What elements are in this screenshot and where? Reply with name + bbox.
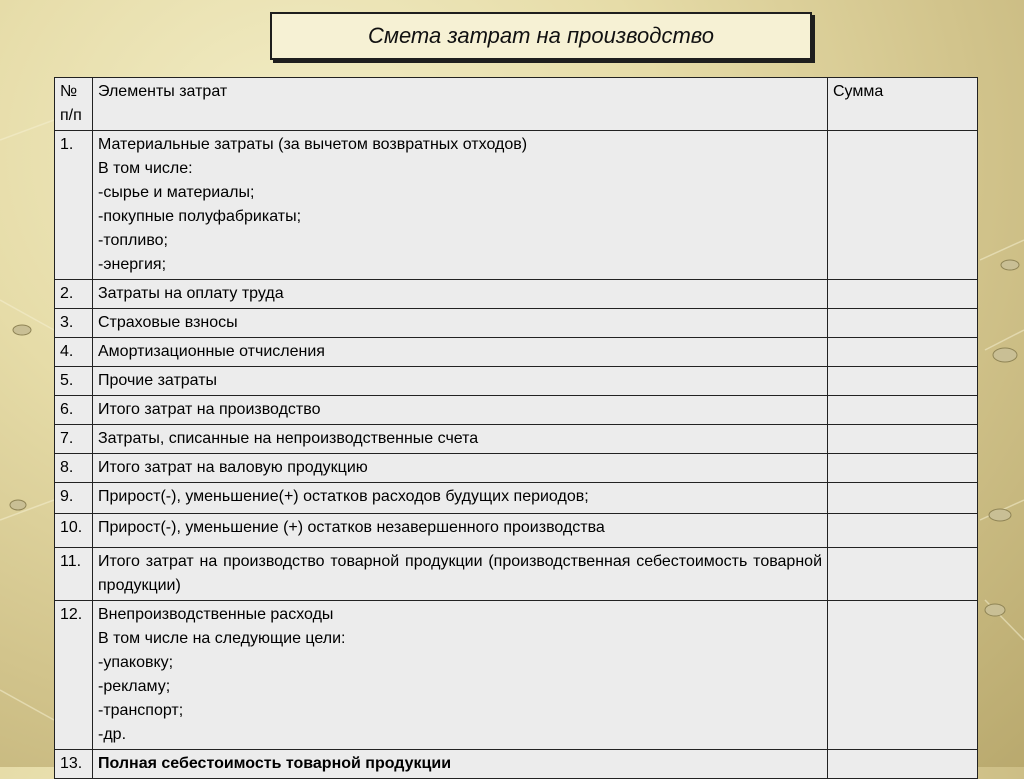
row-number: 10. <box>55 514 93 548</box>
row-element-line: -упаковку; <box>98 654 174 671</box>
table-row <box>55 338 978 367</box>
row-sum[interactable] <box>828 367 978 396</box>
row-element <box>93 367 828 396</box>
row-element-line: Страховые взносы <box>98 314 238 331</box>
page-title: Смета затрат на производство <box>367 23 715 48</box>
row-number: 13. <box>55 750 93 779</box>
row-number: 9. <box>55 483 93 514</box>
header-num: № п/п <box>55 78 93 131</box>
row-sum[interactable] <box>828 309 978 338</box>
row-element-line: Затраты, списанные на непроизводственные счета <box>98 430 479 447</box>
table-header-row <box>55 78 978 131</box>
row-sum[interactable] <box>828 750 978 779</box>
row-element-line: Прирост(-), уменьшение(+) остатков расходов будущих периодов; <box>98 488 589 505</box>
row-number: 6. <box>55 396 93 425</box>
row-element-line: Прирост(-), уменьшение (+) остатков незавершенного производства <box>98 519 605 536</box>
row-number: 5. <box>55 367 93 396</box>
row-element-line: -др. <box>98 726 127 743</box>
row-element-line: -топливо; <box>98 232 168 249</box>
row-number: 8. <box>55 454 93 483</box>
table-row <box>55 483 978 514</box>
row-element <box>93 131 828 280</box>
row-sum[interactable] <box>828 280 978 309</box>
row-sum[interactable] <box>828 396 978 425</box>
row-element <box>93 454 828 483</box>
row-element <box>93 514 828 548</box>
row-sum[interactable] <box>828 338 978 367</box>
header-elements: Элементы затрат <box>93 78 828 131</box>
row-element-line: Затраты на оплату труда <box>98 285 284 302</box>
row-element <box>93 280 828 309</box>
row-number: 2. <box>55 280 93 309</box>
row-element-line: В том числе на следующие цели: <box>98 630 346 647</box>
row-number: 3. <box>55 309 93 338</box>
row-sum[interactable] <box>828 425 978 454</box>
table-row <box>55 750 978 779</box>
row-element <box>93 548 828 601</box>
header-sum: Сумма <box>828 78 978 131</box>
row-element <box>93 396 828 425</box>
row-element-line: -покупные полуфабрикаты; <box>98 208 302 225</box>
row-element <box>93 750 828 779</box>
row-number: 11. <box>55 548 93 601</box>
row-element-line: Итого затрат на производство товарной продукции (производственная себестоимость товарной продукции) <box>98 553 822 594</box>
row-element-line: Итого затрат на валовую продукцию <box>98 459 368 476</box>
table-row <box>55 309 978 338</box>
row-number: 4. <box>55 338 93 367</box>
row-element <box>93 338 828 367</box>
row-element-line: -сырье и материалы; <box>98 184 255 201</box>
row-sum[interactable] <box>828 514 978 548</box>
row-element-line: Амортизационные отчисления <box>98 343 325 360</box>
row-element-line: Прочие затраты <box>98 372 218 389</box>
table-row <box>55 454 978 483</box>
row-element <box>93 601 828 750</box>
row-number: 12. <box>55 601 93 750</box>
row-element-line: Полная себестоимость товарной продукции <box>98 755 452 772</box>
row-element-line: Итого затрат на производство <box>98 401 321 418</box>
row-element <box>93 309 828 338</box>
row-element <box>93 483 828 514</box>
row-sum[interactable] <box>828 131 978 280</box>
row-sum[interactable] <box>828 483 978 514</box>
table-row <box>55 396 978 425</box>
table-row <box>55 425 978 454</box>
row-element-line: Внепроизводственные расходы <box>98 606 334 623</box>
table-row <box>55 367 978 396</box>
row-element-line: В том числе: <box>98 160 193 177</box>
row-element-line: -транспорт; <box>98 702 184 719</box>
table-row <box>55 131 978 280</box>
title-box <box>270 12 812 60</box>
row-element-line: Материальные затраты (за вычетом возвратных отходов) <box>98 136 528 153</box>
table-row <box>55 601 978 750</box>
row-element <box>93 425 828 454</box>
row-sum[interactable] <box>828 548 978 601</box>
cost-estimate-table <box>54 77 978 779</box>
row-element-line: -энергия; <box>98 256 167 273</box>
table-row <box>55 548 978 601</box>
row-element-line: -рекламу; <box>98 678 171 695</box>
row-sum[interactable] <box>828 601 978 750</box>
row-sum[interactable] <box>828 454 978 483</box>
table-row <box>55 280 978 309</box>
table-row <box>55 514 978 548</box>
row-number: 7. <box>55 425 93 454</box>
row-number: 1. <box>55 131 93 280</box>
